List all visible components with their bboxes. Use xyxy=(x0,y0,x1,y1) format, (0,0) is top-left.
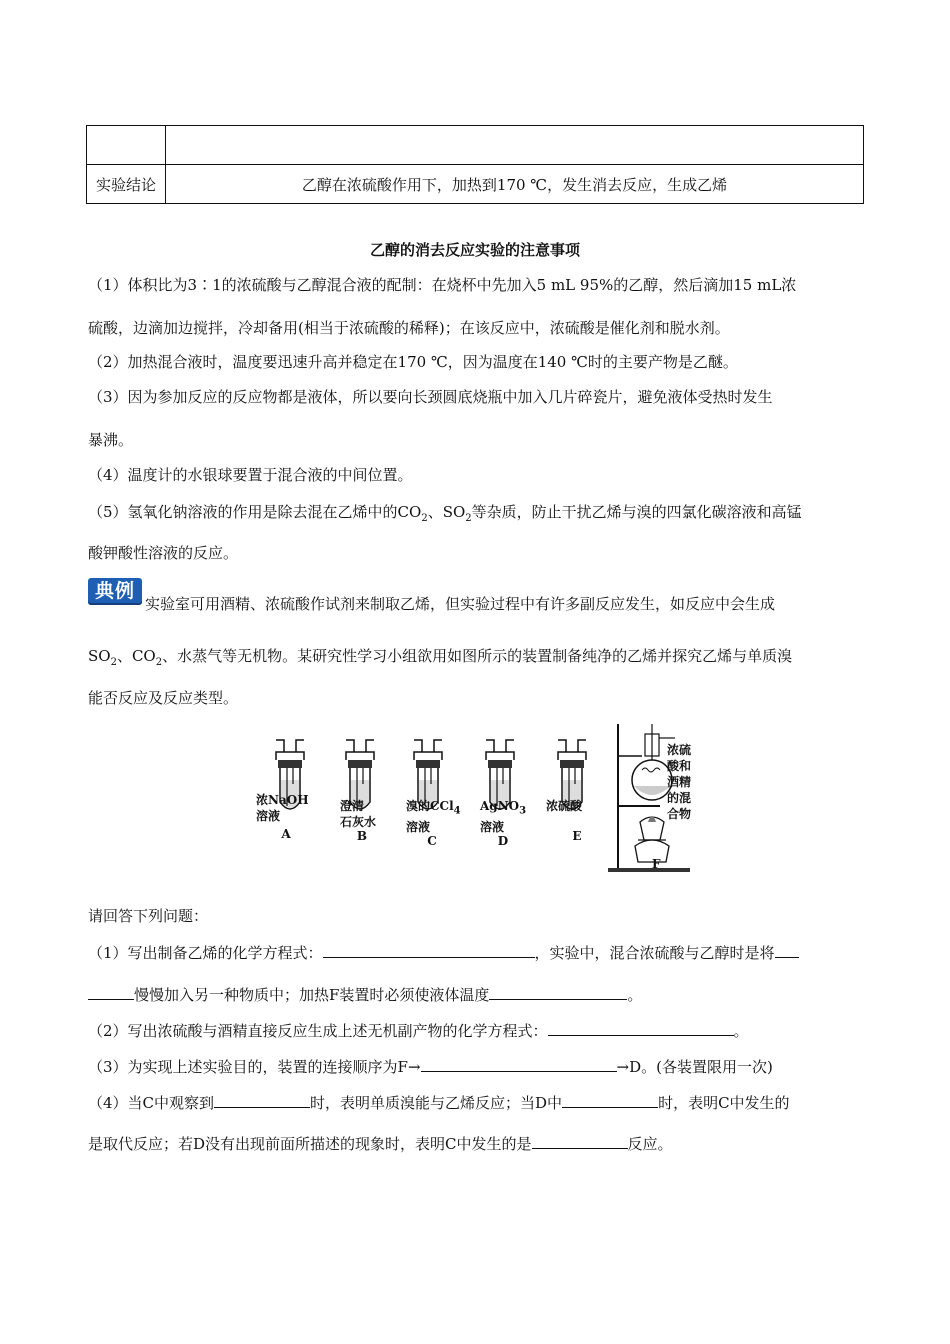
subscript: 2 xyxy=(465,513,472,524)
answer-blank[interactable] xyxy=(775,942,799,958)
tube-label-b xyxy=(340,798,390,844)
note-5-line-2: 酸钾酸性溶液的反应。 xyxy=(88,544,239,562)
tube-letter: C xyxy=(427,834,437,849)
q2-text-a: （2）写出浓硫酸与酒精直接反应生成上述无机副产物的化学方程式： xyxy=(88,1022,548,1040)
tube-label-line: 溶液 xyxy=(256,809,281,823)
tube-label-line: 溶液 xyxy=(480,820,505,835)
questions-intro: 请回答下列问题： xyxy=(88,907,209,925)
tube-label-line: AgNO xyxy=(480,799,520,813)
q4-text-e: 反应。 xyxy=(627,1135,673,1153)
example-text-a: SO xyxy=(88,647,111,665)
q4-text-b: 时，表明单质溴能与乙烯反应；当D中 xyxy=(310,1094,563,1112)
table-cell-content xyxy=(166,126,864,165)
q4-text-d: 是取代反应；若D没有出现前面所描述的现象时，表明C中发生的是 xyxy=(88,1135,532,1153)
subscript: 3 xyxy=(519,805,527,817)
conclusion-label: 实验结论 xyxy=(87,165,166,204)
question-3 xyxy=(88,1056,868,1077)
note-3-line-1: （3）因为参加反应的反应物都是液体，所以要向长颈圆底烧瓶中加入几片碎瓷片，避免液体受热时发生 xyxy=(88,388,773,406)
subscript: 2 xyxy=(155,657,163,668)
example-line-2 xyxy=(88,646,868,673)
note-2: （2）加热混合液时，温度要迅速升高并稳定在170 ℃，因为温度在140 ℃时的主要产物是乙醚。 xyxy=(88,353,738,371)
q1-text-c: 慢慢加入另一种物质中；加热F装置时必须使液体温度 xyxy=(134,986,490,1004)
example-line-1: 实验室可用酒精、浓硫酸作试剂来制取乙烯，但实验过程中有许多副反应发生，如反应中会生成 xyxy=(145,595,776,613)
q4-text-a: （4）当C中观察到 xyxy=(88,1094,215,1112)
q1-text-a: （1）写出制备乙烯的化学方程式： xyxy=(88,944,323,962)
note-4: （4）温度计的水银球要置于混合液的中间位置。 xyxy=(88,466,413,484)
example-text-b: 、CO xyxy=(116,647,156,665)
flask-label-line: 酸和 xyxy=(667,759,692,773)
tube-label-e xyxy=(546,798,606,844)
tube-label-c xyxy=(406,798,466,849)
flask-letter: F xyxy=(652,857,661,871)
notes-heading: 乙醇的消去反应实验的注意事项 xyxy=(369,241,580,259)
conclusion-text: 乙醇在浓硫酸作用下，加热到170 ℃，发生消去反应，生成乙烯 xyxy=(166,165,864,204)
tube-label-line: 溶液 xyxy=(406,820,431,835)
tube-letter: A xyxy=(281,827,291,841)
note-5-text-c: 等杂质，防止干扰乙烯与溴的四氯化碳溶液和高锰 xyxy=(471,503,802,521)
subscript: 4 xyxy=(453,805,461,817)
q3-text-b: →D。(各装置限用一次) xyxy=(616,1058,773,1076)
note-5-text-b: 、SO xyxy=(427,503,466,521)
note-1-line-1: （1）体积比为3∶1的浓硫酸与乙醇混合液的配制：在烧杯中先加入5 mL 95%的乙醇，然后滴加15 mL浓 xyxy=(88,276,797,294)
example-line-3: 能否反应及反应类型。 xyxy=(88,689,239,707)
answer-blank[interactable] xyxy=(323,942,535,958)
answer-blank[interactable] xyxy=(562,1092,658,1108)
answer-blank[interactable] xyxy=(214,1092,310,1108)
flask-label xyxy=(667,742,707,822)
q1-text-b: ，实验中，混合浓硫酸与乙醇时是将 xyxy=(534,944,775,962)
flask-label-line: 的混 xyxy=(667,791,692,805)
tube-label-line: 浓NaOH xyxy=(256,793,309,807)
answer-blank[interactable] xyxy=(489,984,627,1000)
note-5-text-a: （5）氢氧化钠溶液的作用是除去混在乙烯中的CO xyxy=(88,503,422,521)
answer-blank[interactable] xyxy=(548,1020,734,1036)
example-badge: 典例 xyxy=(88,578,142,605)
table-cell-label xyxy=(87,126,166,165)
tube-label-line: 溴的CCl xyxy=(406,799,454,813)
question-1-line-1 xyxy=(88,942,868,963)
question-4-line-1 xyxy=(88,1092,868,1113)
answer-blank[interactable] xyxy=(532,1133,628,1149)
answer-blank[interactable] xyxy=(421,1056,617,1072)
note-3-line-2: 暴沸。 xyxy=(88,431,134,449)
flask-label-line: 酒精 xyxy=(667,775,692,789)
q2-text-b: 。 xyxy=(733,1022,749,1040)
subscript: 2 xyxy=(110,657,117,668)
q3-text-a: （3）为实现上述实验目的，装置的连接顺序为F→ xyxy=(88,1058,421,1076)
tube-label-a xyxy=(256,792,316,842)
flask-label-line: 浓硫 xyxy=(667,743,692,757)
answer-blank[interactable] xyxy=(88,984,134,1000)
question-2 xyxy=(88,1020,868,1041)
q4-text-c: 时，表明C中发生的 xyxy=(658,1094,790,1112)
tube-label-line: 澄清 xyxy=(340,799,365,813)
tube-label-line: 石灰水 xyxy=(340,815,377,829)
note-5-line-1 xyxy=(88,502,868,529)
q1-text-d: 。 xyxy=(627,986,643,1004)
tube-letter: D xyxy=(497,834,509,849)
question-4-line-2 xyxy=(88,1133,868,1154)
note-1-line-2: 硫酸，边滴加边搅拌，冷却备用(相当于浓硫酸的稀释)；在该反应中，浓硫酸是催化剂和脱水剂。 xyxy=(88,319,730,337)
tube-letter: B xyxy=(356,829,368,843)
example-text-c: 、水蒸气等无机物。某研究性学习小组欲用如图所示的装置制备纯净的乙烯并探究乙烯与单质溴 xyxy=(162,647,793,665)
question-1-line-2 xyxy=(88,984,868,1005)
experiment-table xyxy=(86,125,864,204)
tube-letter: E xyxy=(572,829,582,843)
flask-label-line: 合物 xyxy=(667,807,692,821)
table-row xyxy=(87,165,864,204)
tube-label-line: 浓硫酸 xyxy=(546,799,583,813)
table-row xyxy=(87,126,864,165)
tube-label-d xyxy=(480,798,540,849)
subscript: 2 xyxy=(421,513,428,524)
